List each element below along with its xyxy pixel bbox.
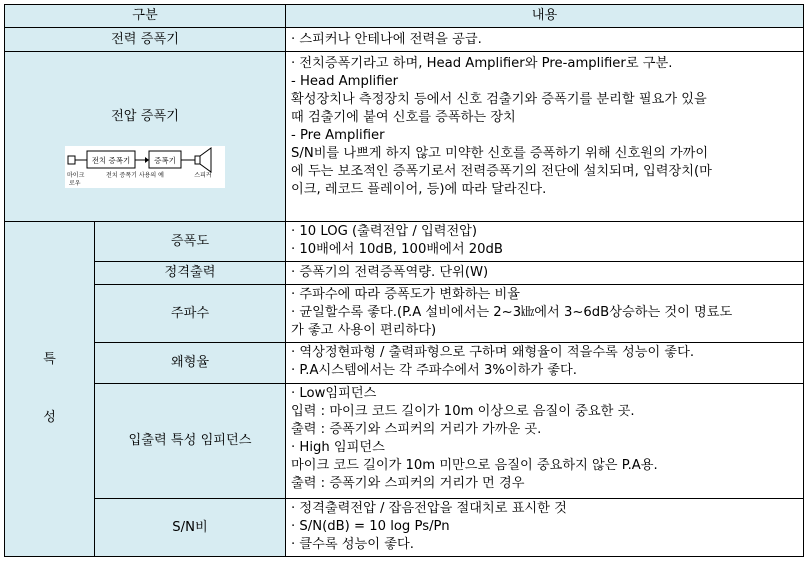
text-line: · High 임피던스 <box>291 440 385 455</box>
header-content: 내용 <box>286 5 804 28</box>
label-gain: 증폭도 <box>95 222 286 262</box>
text-line: · 스피커나 안테나에 전력을 공급. <box>291 31 482 47</box>
content-gain <box>286 222 804 262</box>
microphone-icon <box>68 156 75 164</box>
caption-mic-2: 로우 <box>69 180 81 187</box>
label-snr: S/N비 <box>95 499 286 557</box>
text-line: · S/N(dB) = 10 log Ps/Pn <box>291 519 450 534</box>
amp-box-label: 증폭기 <box>154 156 176 165</box>
content-rated-output <box>286 262 804 285</box>
text-line: · 클수록 성능이 좋다. <box>291 537 414 552</box>
text-line: 가 좋고 사용이 편리하다) <box>291 323 437 338</box>
label-frequency: 주파수 <box>95 285 286 343</box>
text-line: 입력 : 마이크 코드 길이가 10m 이상으로 음질이 중요한 곳. <box>291 404 635 419</box>
pre-amp-diagram <box>65 146 225 188</box>
label-power-amp: 전력 증폭기 <box>5 28 286 52</box>
text-line: S/N비를 나쁘게 하지 않고 미약한 신호를 증폭하기 위해 신호원의 가까이 <box>291 146 709 161</box>
label-impedance: 입출력 특성 임피던스 <box>95 384 286 499</box>
text-line: 이크, 레코드 플레이어, 등)에 따라 달라진다. <box>291 182 547 197</box>
text-line: - Head Amplifier <box>291 74 399 89</box>
label-characteristics <box>5 222 95 557</box>
amplifier-table <box>4 4 804 557</box>
text-line: - Pre Amplifier <box>291 128 385 143</box>
text-line: 때 검출기에 붙여 신호를 증폭하는 장치 <box>291 110 516 125</box>
text-line: · 10 LOG (출력전압 / 입력전압) <box>291 224 478 239</box>
content-pre-amp <box>286 52 804 222</box>
text-line: 확성장치나 측정장치 등에서 신호 검출기와 증폭기를 분리할 필요가 있을 <box>291 92 707 107</box>
speaker-icon <box>195 156 200 164</box>
text-line: · P.A시스템에서는 각 주파수에서 3%이하가 좋다. <box>291 363 577 378</box>
text-line: · 전치증폭기라고 하며, Head Amplifier와 Pre-amplifier로 구분. <box>291 56 673 71</box>
char-1: 특 <box>43 352 56 367</box>
caption-example: 전치 증폭기 사용의 예 <box>106 172 164 179</box>
cell-pre-amp <box>5 52 286 222</box>
text-line: · 역상정현파형 / 출력파형으로 구하며 왜형율이 적을수록 성능이 좋다. <box>291 345 695 360</box>
caption-speaker: 스피커 <box>194 172 212 179</box>
label-distortion: 왜형율 <box>95 343 286 384</box>
text-line: · 증폭기의 전력증폭역량. 단위(W) <box>291 265 489 280</box>
content-power-amp <box>286 28 804 52</box>
content-snr <box>286 499 804 557</box>
text-line: 출력 : 증폭기와 스피커의 거리가 먼 경우 <box>291 476 525 491</box>
char-2: 성 <box>43 410 56 425</box>
text-line: 에 두는 보조적인 증폭기로서 전력증폭기의 전단에 설치되며, 입력장치(마 <box>291 164 712 179</box>
label-rated-output: 정격출력 <box>95 262 286 285</box>
caption-mic-1: 마이크 <box>67 172 85 179</box>
text-line: · 균일할수록 좋다.(P.A 설비에서는 2~3㎑에서 3~6dB상승하는 것이 명료도 <box>291 305 733 320</box>
text-line: 마이크 코드 길이가 10m 미만으로 음질이 중요하지 않은 P.A용. <box>291 458 658 473</box>
content-distortion <box>286 343 804 384</box>
content-impedance <box>286 384 804 499</box>
header-category: 구분 <box>5 5 286 28</box>
text-line: · Low임피던스 <box>291 386 377 401</box>
text-line: · 주파수에 따라 증폭도가 변화하는 비율 <box>291 287 520 302</box>
label-pre-amp: 전압 증폭기 <box>111 109 179 124</box>
preamp-box-label: 전치 증폭기 <box>91 156 131 165</box>
text-line: 출력 : 증폭기와 스피커의 거리가 가까운 곳. <box>291 422 542 437</box>
text-line: · 정격출력전압 / 잡음전압을 절대치로 표시한 것 <box>291 501 567 516</box>
content-frequency <box>286 285 804 343</box>
text-line: · 10배에서 10dB, 100배에서 20dB <box>291 242 503 257</box>
